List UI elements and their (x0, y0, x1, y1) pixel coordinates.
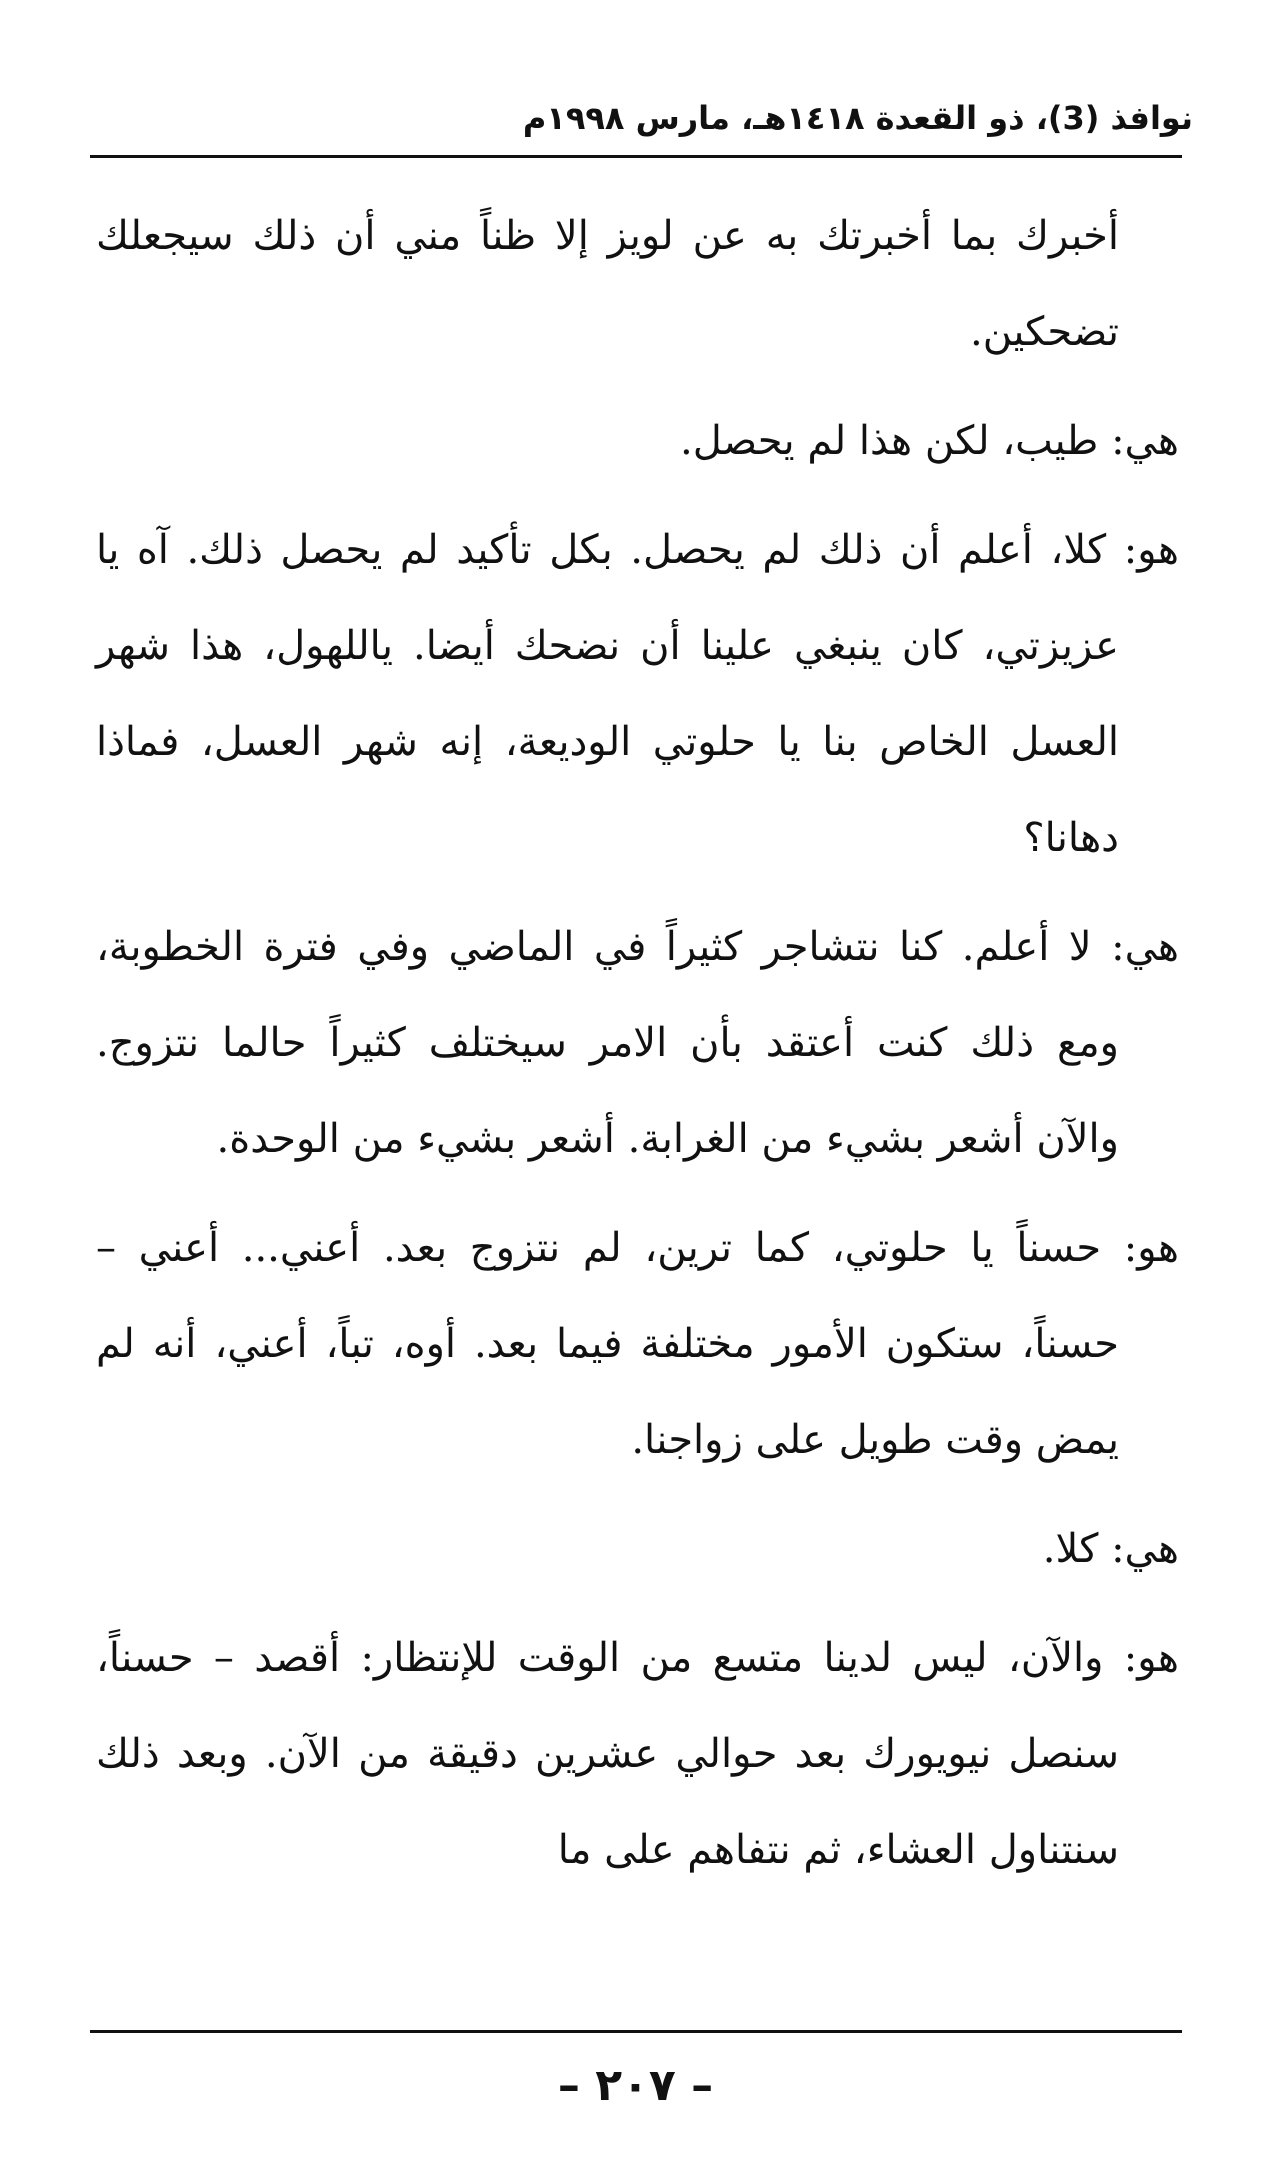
page-number: – ٢٠٧ – (557, 2060, 714, 2111)
speaker-label: هي: (1111, 924, 1180, 970)
dialogue-paragraph (96, 1200, 1179, 1488)
running-header: نوافذ (3)، ذو القعدة ١٤١٨هـ، مارس ١٩٩٨م (522, 99, 1193, 137)
dialogue-paragraph (96, 899, 1179, 1187)
dialogue-paragraph (96, 1610, 1179, 1898)
speaker-label: هو: (1123, 1225, 1179, 1271)
paragraph-text: أخبرك بما أخبرتك به عن لويز إلا ظناً مني أن ذلك سيجعلك تضحكين. (96, 213, 1119, 355)
paragraph-text: طيب، لكن هذا لم يحصل. (680, 418, 1099, 464)
speaker-label: هو: (1123, 527, 1180, 573)
header-rule (90, 155, 1182, 158)
dialogue-paragraph (96, 502, 1179, 886)
paragraph-text: كلا، أعلم أن ذلك لم يحصل. بكل تأكيد لم يحصل ذلك. آه يا عزيزتي، كان ينبغي علينا أن نضحك أيضا. ياللهول، هذا شهر العسل الخاص بنا يا حلوتي الوديعة، إنه شهر العسل، فماذا دهانا؟ (96, 527, 1119, 861)
paragraph-continuation (96, 188, 1179, 380)
dialogue-paragraph (96, 1501, 1179, 1597)
speaker-label: هو: (1123, 1635, 1180, 1681)
body-text (96, 188, 1179, 1898)
paragraph-text: والآن، ليس لدينا متسع من الوقت للإنتظار: أقصد – حسناً، سنصل نيويورك بعد حوالي عشرين دقيقة من الآن. وبعد ذلك سنتناول العشاء، ثم نتفاهم على ما (96, 1635, 1119, 1873)
speaker-label: هي: (1111, 418, 1179, 464)
footer-rule (90, 2030, 1182, 2033)
paragraph-text: كلا. (1042, 1526, 1099, 1572)
dialogue-paragraph (96, 393, 1179, 489)
paragraph-text: لا أعلم. كنا نتشاجر كثيراً في الماضي وفي فترة الخطوبة، ومع ذلك كنت أعتقد بأن الامر سيختلف كثيراً حالما نتزوج. والآن أشعر بشيء من الغرابة. أشعر بشيء من الوحدة. (96, 924, 1119, 1162)
paragraph-text: حسناً يا حلوتي، كما ترين، لم نتزوج بعد. أعني... أعني – حسناً، ستكون الأمور مختلفة فيما بعد. أوه، تباً، أعني، أنه لم يمض وقت طويل على زواجنا. (96, 1225, 1119, 1463)
speaker-label: هي: (1111, 1526, 1179, 1572)
